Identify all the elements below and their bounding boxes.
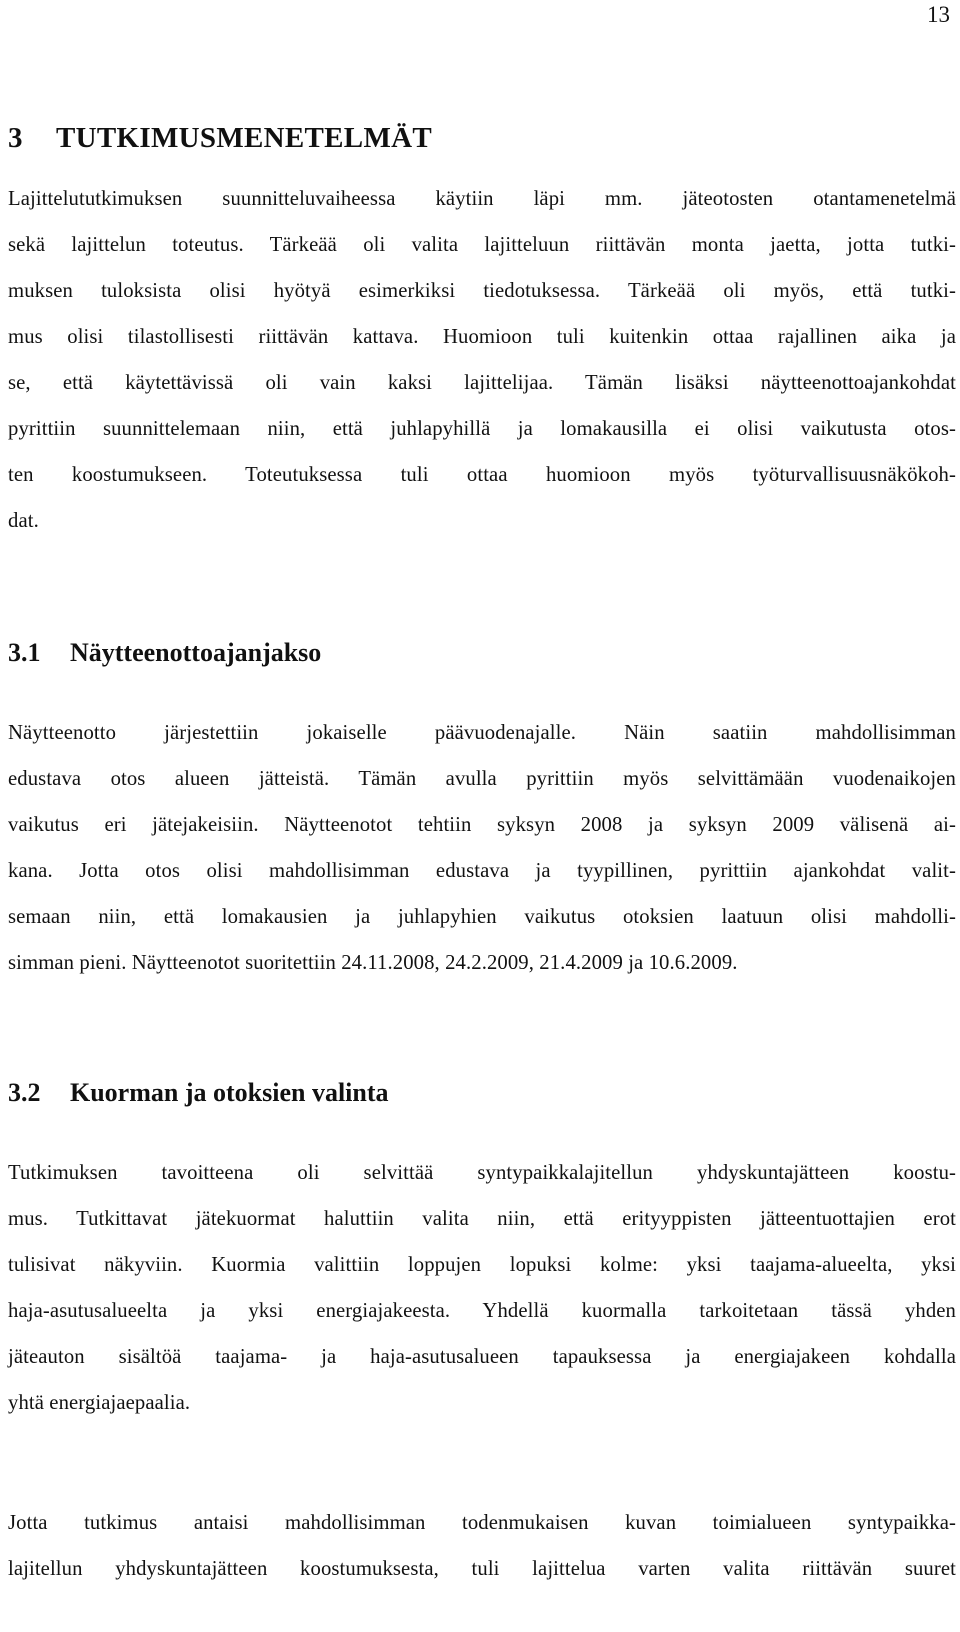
section-number: 3.2 xyxy=(8,1078,41,1107)
text-line: kana. Jotta otos olisi mahdollisimman edustava ja tyypillinen, pyrittiin ajankohdat valit- xyxy=(8,860,956,882)
text-line: Tutkimuksen tavoitteena oli selvittää syntypaikkalajitellun yhdyskuntajätteen koostu- xyxy=(8,1162,956,1184)
text-line: pyrittiin suunnittelemaan niin, että juhlapyhillä ja lomakausilla ei olisi vaikutusta otos- xyxy=(8,418,956,440)
text-line: Jotta tutkimus antaisi mahdollisimman todenmukaisen kuvan toimialueen syntypaikka- xyxy=(8,1512,956,1534)
text-line: haja-asutusalueelta ja yksi energiajakeesta. Yhdellä kuormalla tarkoitetaan tässä yhden xyxy=(8,1300,956,1322)
text-line: tulisivat näkyviin. Kuormia valittiin loppujen lopuksi kolme: yksi taajama-alueelta, yksi xyxy=(8,1254,956,1276)
section-3-2-paragraph xyxy=(8,1150,956,1426)
text-line: dat. xyxy=(8,510,39,532)
text-line: Lajittelututkimuksen suunnitteluvaiheessa käytiin läpi mm. jäteotosten otantamenetelmä xyxy=(8,188,956,210)
page-number: 13 xyxy=(927,2,950,27)
section-number: 3.1 xyxy=(8,638,41,667)
text-line: vaikutus eri jätejakeisiin. Näytteenotot tehtiin syksyn 2008 ja syksyn 2009 välisenä ai- xyxy=(8,814,956,836)
chapter-title: TUTKIMUSMENETELMÄT xyxy=(56,122,432,154)
text-line: jäteauton sisältöä taajama- ja haja-asutusalueen tapauksessa ja energiajakeen kohdalla xyxy=(8,1346,956,1368)
text-line: sekä lajittelun toteutus. Tärkeää oli valita lajitteluun riittävän monta jaetta, jotta tutki- xyxy=(8,234,956,256)
intro-paragraph xyxy=(8,176,956,544)
text-line: muksen tuloksista olisi hyötyä esimerkiksi tiedotuksessa. Tärkeää oli myös, että tutki- xyxy=(8,280,956,302)
text-line: Näytteenotto järjestettiin jokaiselle päävuodenajalle. Näin saatiin mahdollisimman xyxy=(8,722,956,744)
text-line: ten koostumukseen. Toteutuksessa tuli ottaa huomioon myös työturvallisuusnäkökoh- xyxy=(8,464,956,486)
text-line: mus. Tutkittavat jätekuormat haluttiin valita niin, että erityyppisten jätteentuottajien erot xyxy=(8,1208,956,1230)
section-title: Näytteenottoajanjakso xyxy=(70,638,322,667)
section-heading-3-2 xyxy=(8,1078,389,1108)
text-line: edustava otos alueen jätteistä. Tämän avulla pyrittiin myös selvittämään vuodenaikojen xyxy=(8,768,956,790)
section-3-1-paragraph xyxy=(8,710,956,986)
section-3-2-paragraph-2 xyxy=(8,1500,956,1592)
section-title: Kuorman ja otoksien valinta xyxy=(70,1078,389,1107)
chapter-heading xyxy=(8,122,432,155)
text-line: semaan niin, että lomakausien ja juhlapyhien vaikutus otoksien laatuun olisi mahdolli- xyxy=(8,906,956,928)
text-line: se, että käytettävissä oli vain kaksi lajittelijaa. Tämän lisäksi näytteenottoajankohdat xyxy=(8,372,956,394)
text-line: simman pieni. Näytteenotot suoritettiin 24.11.2008, 24.2.2009, 21.4.2009 ja 10.6.2009. xyxy=(8,952,738,974)
text-line: lajitellun yhdyskuntajätteen koostumuksesta, tuli lajittelua varten valita riittävän suuret xyxy=(8,1558,956,1580)
chapter-number: 3 xyxy=(8,122,23,154)
text-line: yhtä energiajaepaalia. xyxy=(8,1392,191,1414)
section-heading-3-1 xyxy=(8,638,321,668)
text-line: mus olisi tilastollisesti riittävän kattava. Huomioon tuli kuitenkin ottaa rajallinen aika ja xyxy=(8,326,956,348)
